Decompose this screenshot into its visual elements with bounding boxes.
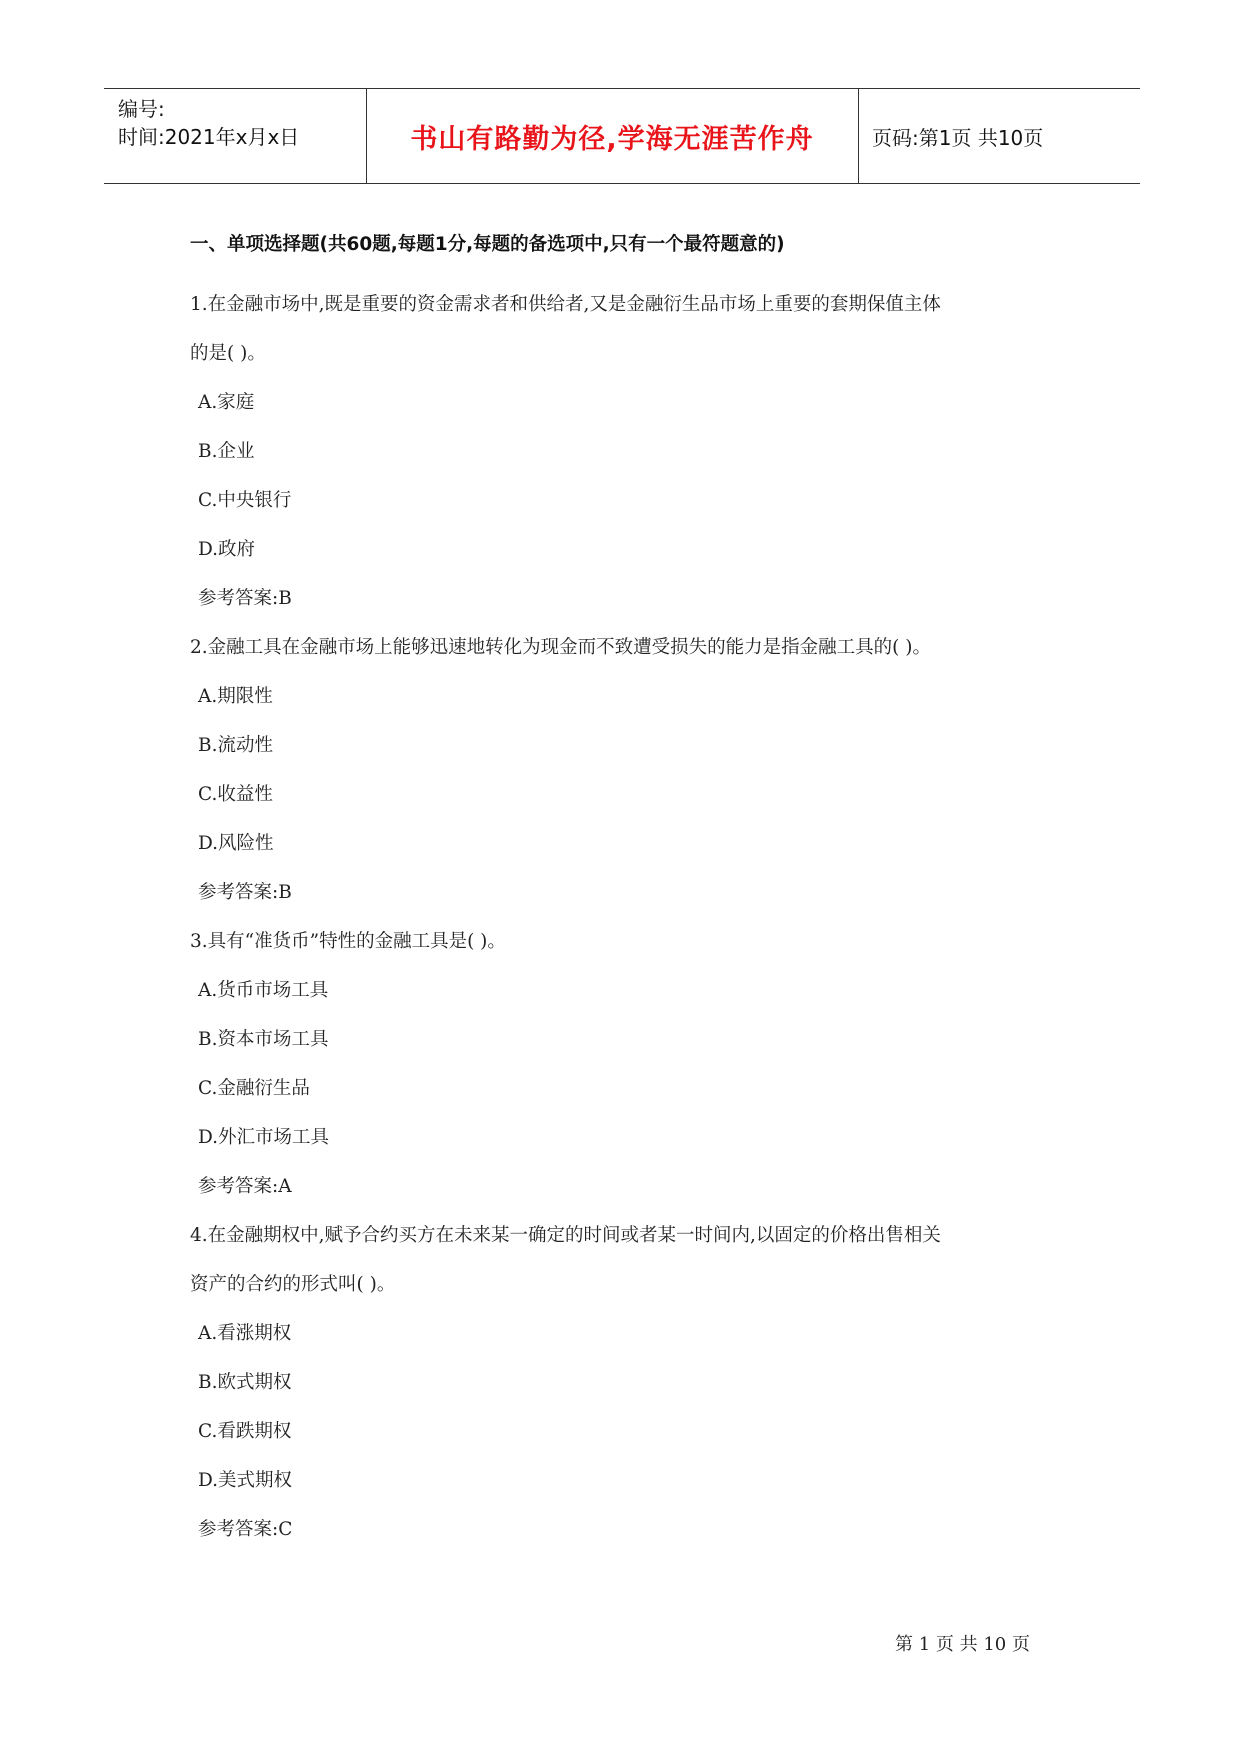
question-text: 2.金融工具在金融市场上能够迅速地转化为现金而不致遭受损失的能力是指金融工具的( )。 (190, 637, 931, 658)
option-item: D.风险性 (198, 833, 274, 854)
header-divider (858, 89, 859, 183)
question-block (190, 280, 1060, 623)
page-footer: 第 1 页 共 10 页 (895, 1634, 1030, 1655)
option-item: D.外汇市场工具 (198, 1127, 330, 1148)
question-text: 的是( )。 (190, 343, 266, 364)
time-label: 时间:2021年x月x日 (118, 125, 300, 149)
question-text: 4.在金融期权中,赋予合约买方在未来某一确定的时间或者某一时间内,以固定的价格出售相关 (190, 1225, 941, 1246)
option-item: C.金融衍生品 (198, 1078, 310, 1099)
option-item: B.欧式期权 (198, 1372, 292, 1393)
document-header (104, 88, 1140, 184)
number-label: 编号: (118, 97, 165, 121)
section-title: 一、单项选择题(共60题,每题1分,每题的备选项中,只有一个最符题意的) (190, 234, 785, 255)
option-item: D.美式期权 (198, 1470, 293, 1491)
answer-text: 参考答案:B (198, 882, 292, 903)
question-text: 1.在金融市场中,既是重要的资金需求者和供给者,又是金融衍生品市场上重要的套期保值主体 (190, 294, 941, 315)
question-block (190, 917, 1060, 1211)
option-item: C.收益性 (198, 784, 273, 805)
document-body (190, 230, 1060, 1554)
option-item: A.家庭 (198, 392, 255, 413)
question-block (190, 1211, 1060, 1554)
option-item: A.期限性 (198, 686, 273, 707)
header-motto: 书山有路勤为径,学海无涯苦作舟 (410, 123, 814, 155)
header-meta (118, 95, 299, 151)
option-item: D.政府 (198, 539, 256, 560)
answer-text: 参考答案:B (198, 588, 292, 609)
header-page-info: 页码:第1页 共10页 (872, 125, 1044, 150)
question-block (190, 623, 1060, 917)
answer-text: 参考答案:A (198, 1176, 292, 1197)
option-item: B.流动性 (198, 735, 273, 756)
option-item: C.看跌期权 (198, 1421, 292, 1442)
answer-text: 参考答案:C (198, 1519, 293, 1540)
question-text: 3.具有“准货币”特性的金融工具是( )。 (190, 931, 506, 952)
question-text: 资产的合约的形式叫( )。 (190, 1274, 396, 1295)
option-item: B.企业 (198, 441, 255, 462)
option-item: B.资本市场工具 (198, 1029, 329, 1050)
option-item: C.中央银行 (198, 490, 292, 511)
option-item: A.看涨期权 (198, 1323, 292, 1344)
option-item: A.货币市场工具 (198, 980, 329, 1001)
